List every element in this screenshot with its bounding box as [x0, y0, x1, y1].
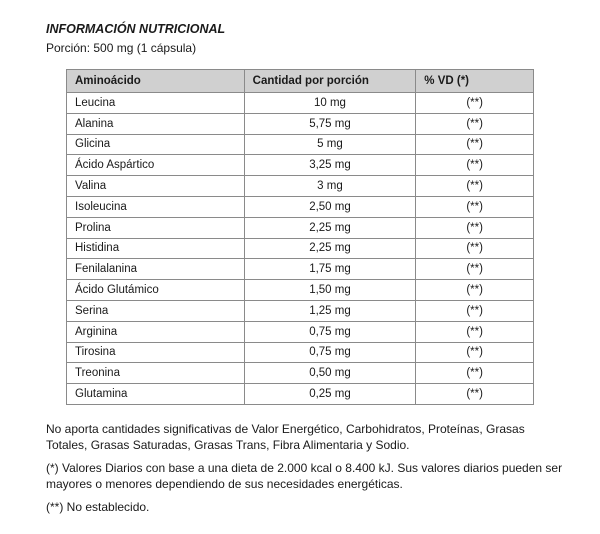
cell-vd: (**)	[416, 217, 534, 238]
cell-aminoacid: Ácido Glutámico	[67, 280, 245, 301]
table-row	[67, 321, 534, 342]
cell-vd: (**)	[416, 384, 534, 405]
cell-amount: 10 mg	[244, 93, 416, 114]
cell-amount: 5 mg	[244, 134, 416, 155]
cell-vd: (**)	[416, 134, 534, 155]
cell-vd: (**)	[416, 93, 534, 114]
cell-amount: 0,75 mg	[244, 342, 416, 363]
cell-aminoacid: Ácido Aspártico	[67, 155, 245, 176]
cell-amount: 3 mg	[244, 176, 416, 197]
cell-vd: (**)	[416, 196, 534, 217]
cell-aminoacid: Alanina	[67, 113, 245, 134]
cell-amount: 1,50 mg	[244, 280, 416, 301]
cell-aminoacid: Histidina	[67, 238, 245, 259]
table-row	[67, 134, 534, 155]
cell-vd: (**)	[416, 238, 534, 259]
cell-amount: 1,75 mg	[244, 259, 416, 280]
column-header-aminoacid: Aminoácido	[67, 70, 245, 93]
table-row	[67, 176, 534, 197]
nutrition-table	[66, 69, 534, 405]
note-not-established: (**) No establecido.	[46, 500, 150, 514]
cell-vd: (**)	[416, 321, 534, 342]
cell-aminoacid: Prolina	[67, 217, 245, 238]
table-row	[67, 300, 534, 321]
table-row	[67, 93, 534, 114]
table-row	[67, 217, 534, 238]
cell-vd: (**)	[416, 280, 534, 301]
cell-amount: 5,75 mg	[244, 113, 416, 134]
table-row	[67, 363, 534, 384]
table-row	[67, 280, 534, 301]
table-row	[67, 342, 534, 363]
cell-amount: 1,25 mg	[244, 300, 416, 321]
table-row	[67, 259, 534, 280]
cell-vd: (**)	[416, 155, 534, 176]
cell-amount: 2,25 mg	[244, 238, 416, 259]
footnotes	[46, 421, 566, 522]
note-no-significant: No aporta cantidades significativas de Valor Energético, Carbohidratos, Proteínas, Grasas Totales, Grasas Saturadas, Grasas Trans, Fibra Alimentaria y Sodio.	[46, 422, 525, 452]
table-row	[67, 384, 534, 405]
cell-amount: 0,50 mg	[244, 363, 416, 384]
cell-aminoacid: Arginina	[67, 321, 245, 342]
cell-aminoacid: Glutamina	[67, 384, 245, 405]
cell-vd: (**)	[416, 259, 534, 280]
column-header-amount: Cantidad por porción	[244, 70, 416, 93]
cell-vd: (**)	[416, 363, 534, 384]
cell-vd: (**)	[416, 300, 534, 321]
page-title: INFORMACIÓN NUTRICIONAL	[46, 22, 226, 36]
cell-amount: 0,25 mg	[244, 384, 416, 405]
cell-aminoacid: Serina	[67, 300, 245, 321]
table-row	[67, 155, 534, 176]
cell-amount: 2,25 mg	[244, 217, 416, 238]
cell-aminoacid: Tirosina	[67, 342, 245, 363]
cell-aminoacid: Treonina	[67, 363, 245, 384]
table-row	[67, 196, 534, 217]
cell-aminoacid: Leucina	[67, 93, 245, 114]
portion-size: Porción: 500 mg (1 cápsula)	[46, 41, 197, 55]
cell-aminoacid: Valina	[67, 176, 245, 197]
cell-amount: 0,75 mg	[244, 321, 416, 342]
cell-aminoacid: Isoleucina	[67, 196, 245, 217]
cell-vd: (**)	[416, 342, 534, 363]
table-row	[67, 113, 534, 134]
table-row	[67, 238, 534, 259]
column-header-vd: % VD (*)	[416, 70, 534, 93]
cell-amount: 2,50 mg	[244, 196, 416, 217]
cell-aminoacid: Glicina	[67, 134, 245, 155]
note-daily-values: (*) Valores Diarios con base a una dieta de 2.000 kcal o 8.400 kJ. Sus valores diarios pueden ser mayores o menores dependiendo de sus necesidades energéticas.	[46, 461, 563, 491]
cell-amount: 3,25 mg	[244, 155, 416, 176]
cell-vd: (**)	[416, 176, 534, 197]
cell-vd: (**)	[416, 113, 534, 134]
cell-aminoacid: Fenilalanina	[67, 259, 245, 280]
table-header-row	[67, 70, 534, 93]
